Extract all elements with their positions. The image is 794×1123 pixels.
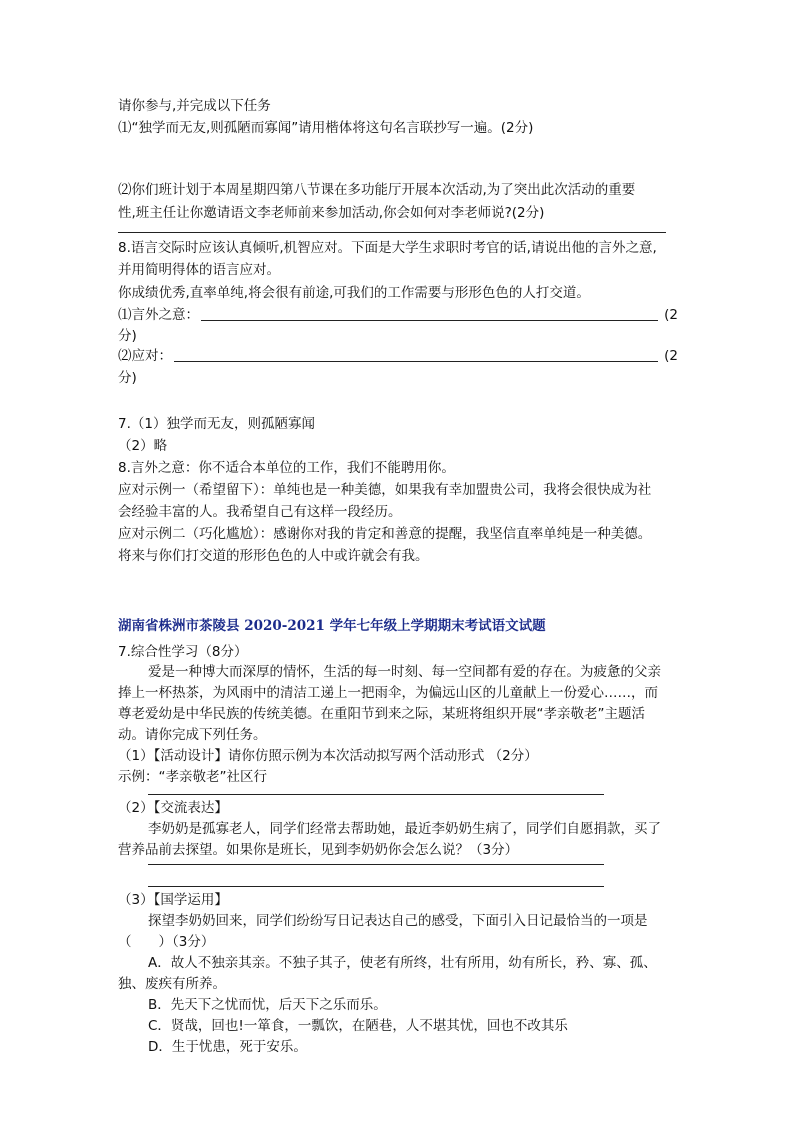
passage-line-4: 动。请你完成下列任务。 [118, 727, 267, 743]
question-8-quote: 你成绩优秀,直率单纯,将会很有前途,可我们的工作需要与形形色色的人打交道。 [118, 285, 590, 301]
answer-line[interactable] [201, 320, 658, 321]
question-8-a-score-cont: 分) [118, 328, 137, 344]
answer-7-1: 7.（1）独学而无友，则孤陋寡闻 [118, 416, 315, 432]
subtask-2-line-2: 营养品前去探望。如果你是班长，见到李奶奶你会怎么说？（3分） [118, 842, 519, 858]
task-intro: 请你参与,并完成以下任务 [118, 98, 271, 114]
answer-8-1: 8.言外之意：你不适合本单位的工作，我们不能聘用你。 [118, 460, 455, 476]
answer-line[interactable] [174, 361, 658, 362]
subtask-3: （3）【国学运用】 [118, 892, 228, 908]
subtask-3-line-1: 探望李奶奶回来，同学们纷纷写日记表达自己的感受，下面引入日记最恰当的一项是 [148, 913, 648, 929]
option-b: B．先天下之忧而忧，后天下之乐而乐。 [148, 997, 387, 1013]
question-2-line-1: ⑵你们班计划于本周星期四第八节课在多功能厅开展本次活动,为了突出此次活动的重要 [118, 182, 636, 198]
question-8-a-row [118, 305, 678, 325]
subtask-2-line-1: 李奶奶是孤寡老人，同学们经常去帮助她，最近李奶奶生病了，同学们自愿捐款，买了 [148, 821, 661, 837]
answer-7-2: （2）略 [118, 438, 168, 454]
answer-line[interactable] [148, 886, 604, 887]
exam-title: 湖南省株洲市茶陵县 2020-2021 学年七年级上学期期末考试语文试题 [118, 618, 546, 634]
question-2-line-2: 性,班主任让你邀请语文李老师前来参加活动,你会如何对李老师说?(2分) [118, 205, 545, 221]
answer-8-4: 应对示例二（巧化尴尬）：感谢你对我的肯定和善意的提醒，我坚信直率单纯是一种美德。 [118, 526, 652, 542]
answer-8-3: 会经验丰富的人。我希望自己有这样一段经历。 [118, 504, 402, 520]
option-c: C．贤哉，回也!一箪食，一瓢饮，在陋巷，人不堪其忧，回也不改其乐 [148, 1018, 568, 1034]
subtask-1: （1）【活动设计】请你仿照示例为本次活动拟写两个活动形式 （2分） [118, 748, 538, 764]
passage-line-1: 爱是一种博大而深厚的情怀，生活的每一时刻、每一空间都有爱的存在。为疲惫的父亲 [148, 664, 661, 680]
option-d: D．生于忧患，死于安乐。 [148, 1039, 307, 1055]
question-8-b-score-cont: 分) [118, 370, 137, 386]
question-8-b-score: (2 [664, 348, 678, 364]
question-1: ⑴“独学而无友,则孤陋而寡闻”请用楷体将这句名言联抄写一遍。(2分) [118, 120, 534, 136]
question-8-b-row [118, 346, 678, 366]
option-a-line-2: 独、废疾有所养。 [118, 976, 226, 992]
question-8-b-label: ⑵应对： [118, 348, 172, 364]
question-8-line-2: 并用简明得体的语言应对。 [118, 262, 280, 278]
answer-line[interactable] [148, 794, 604, 795]
answer-8-5: 将来与你们打交道的形形色色的人中或许就会有我。 [118, 548, 429, 564]
option-a-line-1: A．故人不独亲其亲。不独子其子，使老有所终，壮有所用，幼有所长，矜、寡、孤、 [148, 955, 657, 971]
passage-line-3: 尊老爱幼是中华民族的传统美德。在重阳节到来之际，某班将组织开展“孝亲敬老”主题活 [118, 706, 645, 722]
question-8-line-1: 8.语言交际时应该认真倾听,机智应对。下面是大学生求职时考官的话,请说出他的言外之意, [118, 240, 657, 256]
subtask-3-line-2: （ ）（3分） [118, 934, 215, 950]
question-7-heading: 7.综合性学习（8分） [118, 644, 248, 660]
subtask-1-example: 示例：“孝亲敬老”社区行 [118, 769, 267, 785]
question-8-a-label: ⑴言外之意： [118, 307, 199, 323]
answer-line[interactable] [118, 232, 666, 233]
question-8-a-score: (2 [664, 307, 678, 323]
answer-8-2: 应对示例一（希望留下）：单纯也是一种美德，如果我有幸加盟贵公司，我将会很快成为社 [118, 482, 652, 498]
passage-line-2: 捧上一杯热茶，为风雨中的清洁工递上一把雨伞，为偏远山区的儿童献上一份爱心……，而 [118, 685, 658, 701]
subtask-2: （2）【交流表达】 [118, 800, 228, 816]
answer-line[interactable] [148, 864, 604, 865]
